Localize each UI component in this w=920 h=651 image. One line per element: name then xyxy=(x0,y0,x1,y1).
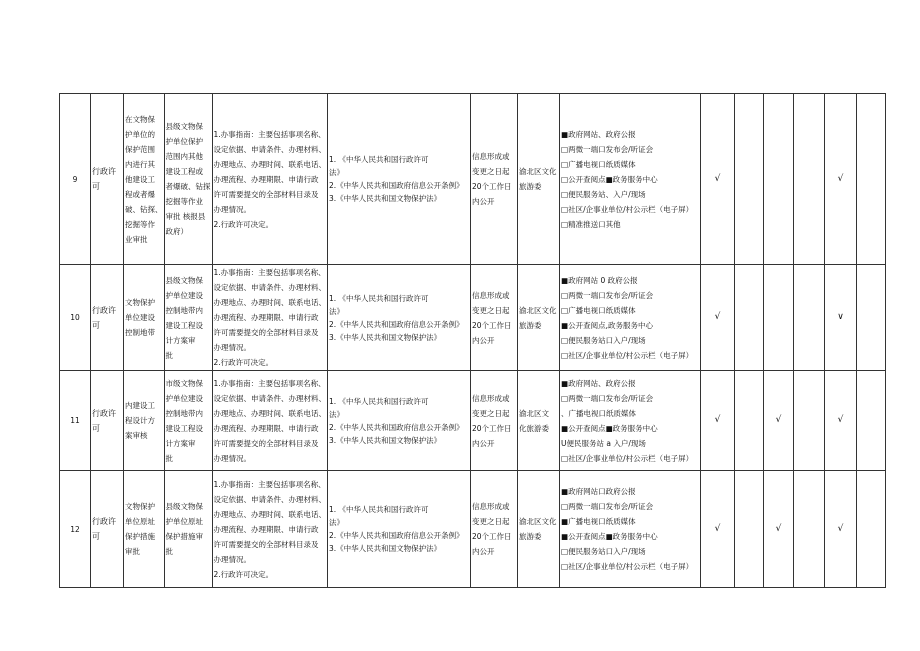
disclosure-channels-line: □两微一端口发布会/听证会 xyxy=(561,290,654,300)
check-mark-cell xyxy=(764,94,794,265)
disclosure-channels-line: □社区/企事业单位/村公示栏（电子屏） xyxy=(561,562,694,571)
disclosure-content-line: 办理地点、办理时间、联系电话、 xyxy=(213,509,326,519)
disclosure-content-line: 办理流程、办理期限、申请行政 xyxy=(213,313,319,322)
disclosure-time xyxy=(471,265,518,371)
check-mark-cell: √ xyxy=(825,94,857,265)
table-row xyxy=(60,371,886,471)
sub-item-name-line: 计方案审 xyxy=(165,438,196,448)
item-name xyxy=(124,265,165,371)
sub-item-name-line: 市级文物保 xyxy=(165,378,203,388)
disclosure-content-line: 设定依据、申请条件、办理材料、 xyxy=(213,144,326,154)
legal-basis-line: 2.《中华人民共和国政府信息公开条例》 xyxy=(329,181,464,190)
disclosure-content-line: 许可需要提交的全部材料目录及 xyxy=(213,539,319,549)
item-name-line: 护单位的 xyxy=(125,129,155,139)
item-name-line: 审批 xyxy=(125,547,140,556)
disclosure-channels-line: ■政府网站口政府公报 xyxy=(561,487,636,496)
check-mark-cell: √ xyxy=(701,265,735,371)
legal-basis-line: 法》 xyxy=(329,409,344,419)
disclosure-channels-line: □公开查阅点■政务服务中心 xyxy=(561,174,658,184)
legal-basis-line: 2.《中华人民共和国政府信息公开条例》 xyxy=(329,422,464,432)
disclosure-content-line: 办理流程、办理期限、申请行政 xyxy=(213,423,319,433)
sub-item-name xyxy=(164,265,212,371)
sub-item-name-line: 保护措施审 xyxy=(165,532,203,541)
check-mark-cell xyxy=(794,371,825,471)
row-number: 10 xyxy=(60,265,91,371)
disclosure-content-line: 许可需要提交的全部材料目录及 xyxy=(213,189,319,199)
disclosure-department xyxy=(518,265,560,371)
disclosure-channels-line: □广播电视口纸质媒体 xyxy=(561,159,636,169)
item-name-line: 破、钻探、 xyxy=(125,204,163,214)
disclosure-channels-line: □精准推送口其他 xyxy=(561,219,621,229)
row-number: 11 xyxy=(60,371,91,471)
disclosure-content-line: 办理流程、办理期限、申请行政 xyxy=(213,524,319,534)
disclosure-department-line: 旅游委 xyxy=(519,532,542,541)
disclosure-content-line: 办理地点、办理时间、联系电话、 xyxy=(213,298,326,307)
disclosure-channels-line: ■公开查阅点■政务服务中心 xyxy=(561,423,658,433)
disclosure-department xyxy=(518,371,560,471)
disclosure-channels-line: □便民服务站口入户/现场 xyxy=(561,547,646,556)
disclosure-channels-line: ■政府网站 0 政府公报 xyxy=(561,275,638,285)
disclosure-channels-line: □便民服务站口入户/现场 xyxy=(561,335,646,345)
disclosure-content-line: 1.办事指南：主要包括事项名称、 xyxy=(213,129,326,139)
disclosure-time-line: 20个工作日 xyxy=(472,423,512,433)
disclosure-content-line: 2.行政许可决定。 xyxy=(213,219,274,229)
legal-basis-line: 2.《中华人民共和国政府信息公开条例》 xyxy=(329,531,464,540)
legal-basis-line: 法》 xyxy=(329,306,344,316)
sub-item-name xyxy=(164,471,212,588)
sub-item-name-line: 护单位原址 xyxy=(165,517,203,526)
disclosure-content xyxy=(212,371,328,471)
disclosure-channels xyxy=(560,94,701,265)
disclosure-time-line: 变更之日起 xyxy=(472,305,510,315)
disclosure-channels-line: ■政府网站、政府公报 xyxy=(561,129,636,139)
disclosure-channels xyxy=(560,371,701,471)
disclosure-channels-line: 、广播电视口纸质媒体 xyxy=(561,408,636,418)
sub-item-name-line: 挖掘等作业 xyxy=(165,197,203,206)
disclosure-channels xyxy=(560,265,701,371)
item-name-line: 程或者爆 xyxy=(125,189,155,199)
sub-item-name-line: 控制地带内 xyxy=(165,408,203,418)
sub-item-name-line: 批 xyxy=(165,547,173,556)
table-body xyxy=(60,94,886,588)
disclosure-channels-line: □两微一端口发布会/听证会 xyxy=(561,502,654,511)
disclosure-department-line: 渝北区文化 xyxy=(519,517,557,526)
disclosure-content-line: 办理情况。 xyxy=(213,204,251,214)
disclosure-channels-line: ■广播电视口纸质媒体 xyxy=(561,517,636,526)
disclosure-content xyxy=(212,265,328,371)
sub-item-name xyxy=(164,94,212,265)
disclosure-content-line: 设定依据、申请条件、办理材料、 xyxy=(213,283,326,292)
item-name-line: 内建设工 xyxy=(125,401,155,410)
check-mark-cell xyxy=(794,265,825,371)
disclosure-time-line: 内公开 xyxy=(472,335,495,345)
disclosure-time xyxy=(471,471,518,588)
legal-basis-line: 1. 《中华人民共和国行政许可 xyxy=(329,293,429,303)
item-name-line: 文物保护 xyxy=(125,502,155,511)
disclosure-department xyxy=(518,94,560,265)
check-mark-cell xyxy=(735,265,764,371)
permit-type: 行政许可 xyxy=(91,265,124,371)
disclosure-time-line: 20个工作日 xyxy=(472,532,512,541)
disclosure-content-line: 2.行政许可决定。 xyxy=(213,569,274,579)
item-name xyxy=(124,94,165,265)
check-mark-cell: √ xyxy=(825,371,857,471)
disclosure-content-line: 办理情况。 xyxy=(213,554,251,564)
legal-basis-line: 1. 《中华人民共和国行政许可 xyxy=(329,396,429,406)
disclosure-time-line: 信息形成或 xyxy=(472,290,510,300)
disclosure-content-line: 办理流程、办理期限、申请行政 xyxy=(213,174,319,184)
sub-item-name-line: 建设工程或 xyxy=(165,167,203,176)
check-mark-cell xyxy=(857,265,886,371)
check-mark-cell xyxy=(857,471,886,588)
disclosure-time xyxy=(471,371,518,471)
disclosure-time-line: 内公开 xyxy=(472,197,495,206)
legal-basis-line: 3.《中华人民共和国文物保护法》 xyxy=(329,332,442,342)
legal-basis xyxy=(328,265,471,371)
table-row xyxy=(60,94,886,265)
legal-basis xyxy=(328,371,471,471)
legal-basis-line: 1. 《中华人民共和国行政许可 xyxy=(329,155,429,164)
sub-item-name-line: 范围内其他 xyxy=(165,152,203,161)
legal-basis-line: 法》 xyxy=(329,168,344,177)
sub-item-name-line: 政府） xyxy=(165,227,188,236)
item-name-line: 内进行其 xyxy=(125,159,155,169)
disclosure-channels-line: □两微一端口发布会/听证会 xyxy=(561,144,654,154)
disclosure-channels-line: □两微一端口发布会/听证会 xyxy=(561,393,654,403)
sub-item-name-line: 控制地带内 xyxy=(165,305,203,315)
disclosure-content-line: 1.办事指南：主要包括事项名称、 xyxy=(213,479,326,489)
disclosure-department-line: 化旅游委 xyxy=(519,423,549,433)
check-mark-cell xyxy=(735,94,764,265)
disclosure-time-line: 内公开 xyxy=(472,547,495,556)
sub-item-name-line: 审批 核报县 xyxy=(165,212,206,221)
item-name-line: 文物保护 xyxy=(125,298,155,307)
check-mark-cell xyxy=(735,371,764,471)
item-name-line: 挖掘等作 xyxy=(125,219,155,229)
disclosure-time-line: 信息形成或 xyxy=(472,502,510,511)
disclosure-channels-line: ■公开查阅点■政务服务中心 xyxy=(561,532,658,541)
disclosure-table xyxy=(59,93,886,588)
table-row xyxy=(60,471,886,588)
row-number: 9 xyxy=(60,94,91,265)
item-name-line: 控制地带 xyxy=(125,328,155,337)
legal-basis xyxy=(328,94,471,265)
sub-item-name-line: 县级文物保 xyxy=(165,502,203,511)
legal-basis xyxy=(328,471,471,588)
disclosure-channels-line: □社区/企事业单位/村公示栏（电子屏） xyxy=(561,453,694,463)
disclosure-channels-line: □社区/企事业单位/村公示栏（电子屏） xyxy=(561,350,694,360)
disclosure-time-line: 20个工作日 xyxy=(472,320,512,330)
disclosure-time-line: 变更之日起 xyxy=(472,408,510,418)
legal-basis-line: 2.《中华人民共和国政府信息公开条例》 xyxy=(329,319,464,329)
sub-item-name-line: 建设工程设 xyxy=(165,320,203,330)
disclosure-time-line: 20个工作日 xyxy=(472,182,512,191)
item-name-line: 保护范围 xyxy=(125,144,155,154)
check-mark-cell: √ xyxy=(764,371,794,471)
disclosure-department-line: 旅游委 xyxy=(519,182,542,191)
item-name-line: 单位建设 xyxy=(125,313,155,322)
check-mark-cell: √ xyxy=(825,471,857,588)
check-mark-cell: √ xyxy=(701,371,735,471)
sub-item-name xyxy=(164,371,212,471)
disclosure-time-line: 变更之日起 xyxy=(472,167,510,176)
disclosure-department xyxy=(518,471,560,588)
check-mark-cell xyxy=(794,471,825,588)
check-mark-cell: √ xyxy=(701,94,735,265)
disclosure-channels-line: U便民服务站 a 入户/现场 xyxy=(561,438,646,448)
item-name-line: 他建设工 xyxy=(125,174,155,184)
disclosure-channels-line: □社区/企事业单位/村公示栏（电子屏） xyxy=(561,204,694,214)
sub-item-name-line: 批 xyxy=(165,453,173,463)
item-name xyxy=(124,371,165,471)
check-mark-cell xyxy=(794,94,825,265)
disclosure-department-line: 旅游委 xyxy=(519,320,542,330)
disclosure-content-line: 办理地点、办理时间、联系电话、 xyxy=(213,408,326,418)
disclosure-department-line: 渝北区文 xyxy=(519,408,549,418)
disclosure-channels-line: ■政府网站、政府公报 xyxy=(561,378,636,388)
disclosure-content-line: 办理情况。 xyxy=(213,453,251,463)
sub-item-name-line: 建设工程设 xyxy=(165,423,203,433)
check-mark-cell xyxy=(735,471,764,588)
sub-item-name-line: 县级文物保 xyxy=(165,275,203,285)
permit-type: 行政许可 xyxy=(91,94,124,265)
item-name-line: 在文物保 xyxy=(125,114,155,124)
disclosure-department-line: 渝北区文化 xyxy=(519,167,557,176)
check-mark-cell xyxy=(857,371,886,471)
disclosure-content-line: 许可需要提交的全部材料目录及 xyxy=(213,438,319,448)
item-name-line: 保护措施 xyxy=(125,532,155,541)
check-mark-cell xyxy=(857,94,886,265)
sub-item-name-line: 护单位保护 xyxy=(165,137,203,146)
disclosure-content-line: 办理情况。 xyxy=(213,343,251,352)
disclosure-content xyxy=(212,471,328,588)
legal-basis-line: 3.《中华人民共和国文物保护法》 xyxy=(329,435,442,445)
item-name-line: 单位原址 xyxy=(125,517,155,526)
legal-basis-line: 法》 xyxy=(329,518,344,527)
disclosure-content-line: 设定依据、申请条件、办理材料、 xyxy=(213,393,326,403)
item-name-line: 案审核 xyxy=(125,431,148,440)
disclosure-content-line: 设定依据、申请条件、办理材料、 xyxy=(213,494,326,504)
check-mark-cell: √ xyxy=(701,471,735,588)
sub-item-name-line: 护单位建设 xyxy=(165,393,203,403)
disclosure-time-line: 变更之日起 xyxy=(472,517,510,526)
disclosure-time-line: 信息形成或 xyxy=(472,393,510,403)
disclosure-content-line: 1.办事指南：主要包括事项名称、 xyxy=(213,378,326,388)
legal-basis-line: 3.《中华人民共和国文物保护法》 xyxy=(329,194,442,203)
sub-item-name-line: 者爆破、钻探 xyxy=(165,182,211,191)
disclosure-channels xyxy=(560,471,701,588)
permit-type: 行政许可 xyxy=(91,471,124,588)
disclosure-content-line: 2.行政许可决定。 xyxy=(213,358,274,367)
sub-item-name-line: 县级文物保 xyxy=(165,122,203,131)
check-mark-cell xyxy=(764,265,794,371)
disclosure-time xyxy=(471,94,518,265)
disclosure-content xyxy=(212,94,328,265)
disclosure-time-line: 信息形成或 xyxy=(472,152,510,161)
row-number: 12 xyxy=(60,471,91,588)
disclosure-channels-line: □广播电视口纸质媒体 xyxy=(561,305,636,315)
table-row xyxy=(60,265,886,371)
disclosure-channels-line: □便民服务站、入户/现场 xyxy=(561,189,646,199)
disclosure-content-line: 办理地点、办理时间、联系电话、 xyxy=(213,159,326,169)
disclosure-content-line: 许可需要提交的全部材料目录及 xyxy=(213,328,319,337)
disclosure-content-line: 1.办事指南：主要包括事项名称、 xyxy=(213,268,326,277)
check-mark-cell: √ xyxy=(764,471,794,588)
check-mark-cell: ∨ xyxy=(825,265,857,371)
sub-item-name-line: 批 xyxy=(165,350,173,360)
legal-basis-line: 1. 《中华人民共和国行政许可 xyxy=(329,505,429,514)
item-name-line: 业审批 xyxy=(125,234,148,244)
sub-item-name-line: 护单位建设 xyxy=(165,290,203,300)
item-name-line: 程设计方 xyxy=(125,416,155,425)
disclosure-channels-line: ■公开查阅点,政务服务中心 xyxy=(561,320,653,330)
sub-item-name-line: 计方案审 xyxy=(165,335,196,345)
permit-type: 行政许可 xyxy=(91,371,124,471)
item-name xyxy=(124,471,165,588)
disclosure-department-line: 渝北区文化 xyxy=(519,305,557,315)
disclosure-time-line: 内公开 xyxy=(472,438,495,448)
legal-basis-line: 3.《中华人民共和国文物保护法》 xyxy=(329,544,442,553)
